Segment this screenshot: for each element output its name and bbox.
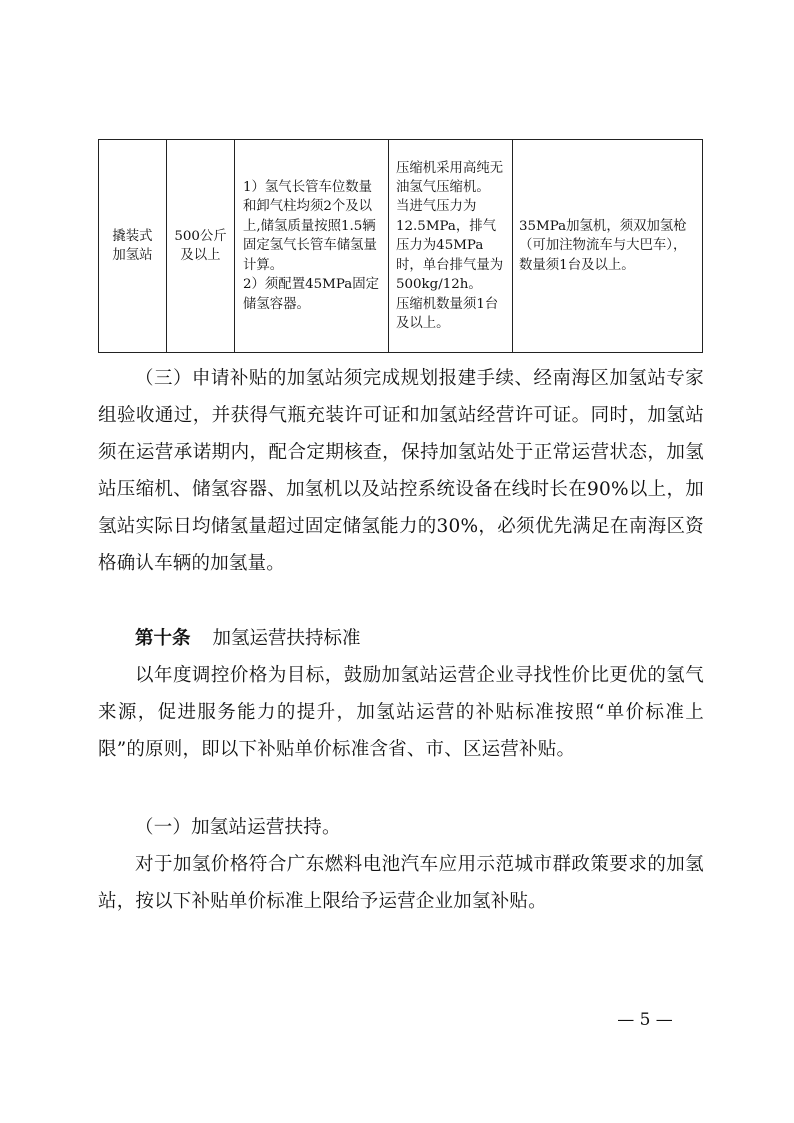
station-type-cell: 撬装式 加氢站 <box>99 140 167 353</box>
capacity-cell: 500公斤 及以上 <box>167 140 235 353</box>
dispenser-requirements-cell: 35MPa加氢机，须双加氢枪（可加注物流车与大巴车），数量须1台及以上。 <box>513 140 703 353</box>
sub-heading: （一）加氢站运营扶持。 <box>135 817 341 838</box>
clause-3-paragraph: （三）申请补贴的加氢站须完成规划报建手续、经南海区加氢站专家组验收通过，并获得气瓶充装许可证和加氢站经营许可证。同时，加氢站须在运营承诺期内，配合定期核查，保持加氢站处于正常运营状态，加氢站压缩机、储氢容器、加氢机以及站控系统设备在线时长在90%以上，加氢站实际日均储氢量超过固定储氢能力的30%，必须优先满足在南海区资格确认车辆的加氢量。 <box>98 368 704 574</box>
compressor-requirements-cell: 压缩机采用高纯无油氢气压缩机。 当进气压力为12.5MPa，排气压力为45MPa时，单台排气量为500kg/12h。 压缩机数量须1台及以上。 <box>389 140 513 353</box>
hydrogen-station-requirements-table <box>98 139 703 353</box>
page-number: — 5 — <box>617 1010 673 1030</box>
sub-body-paragraph: 对于加氢价格符合广东燃料电池汽车应用示范城市群政策要求的加氢站，按以下补贴单价标准上限给予运营企业加氢补贴。 <box>98 854 704 912</box>
article-heading <box>135 620 361 657</box>
table-row <box>99 140 703 353</box>
article-number: 第十条 <box>135 628 191 649</box>
storage-requirements-cell: 1）氢气长管车位数量和卸气柱均须2个及以上,储氢质量按照1.5辆固定氢气长管车储氢量计算。 2）须配置45MPa固定储氢容器。 <box>235 140 389 353</box>
article-body-paragraph: 以年度调控价格为目标，鼓励加氢站运营企业寻找性价比更优的氢气来源，促进服务能力的提升，加氢站运营的补贴标准按照“单价标准上限”的原则，即以下补贴单价标准含省、市、区运营补贴。 <box>98 665 704 760</box>
article-title: 加氢运营扶持标准 <box>212 628 361 649</box>
